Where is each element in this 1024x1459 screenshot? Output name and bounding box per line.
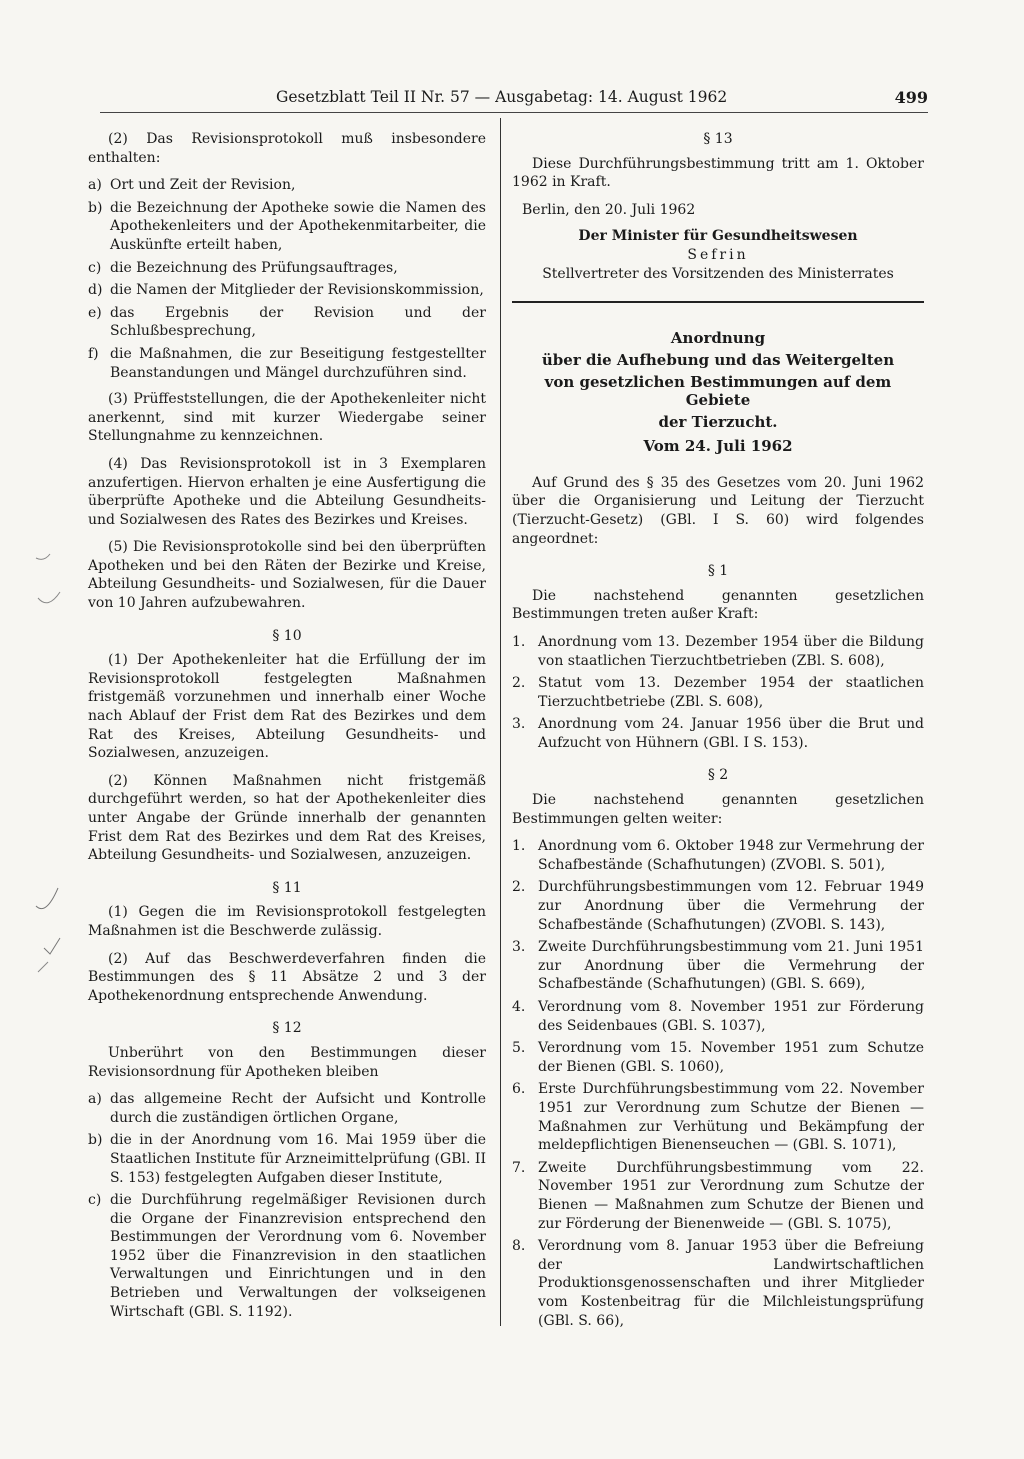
list-item xyxy=(88,176,486,195)
list-label: 2. xyxy=(512,879,526,896)
list-label: 1. xyxy=(512,838,526,855)
list-item xyxy=(512,1159,924,1233)
section-13-heading: § 13 xyxy=(703,131,733,147)
list-item xyxy=(512,1237,924,1330)
list-label: 3. xyxy=(512,939,526,956)
section-11-paragraph-1: (1) Gegen die im Revisionsprotokoll festgelegten Maßnahmen ist die Beschwerde zulässig. xyxy=(88,904,486,939)
list-item xyxy=(88,281,486,300)
list-text: die Maßnahmen, die zur Beseitigung festgestellter Beanstandungen und Mängel durchzuführen sind. xyxy=(110,345,486,381)
list-text: Anordnung vom 13. Dezember 1954 über die Bildung von staatlichen Tierzuchtbetrieben (ZBl. S. 608), xyxy=(538,633,924,669)
place-date: Berlin, den 20. Juli 1962 xyxy=(522,201,696,218)
list-label: 5. xyxy=(512,1040,526,1057)
list-item xyxy=(88,1191,486,1321)
list-text: das allgemeine Recht der Aufsicht und Kontrolle durch die zuständigen örtlichen Organe, xyxy=(110,1091,486,1126)
list-label: d) xyxy=(88,282,103,299)
section-12-intro: Unberührt von den Bestimmungen dieser Revisionsordnung für Apotheken bleiben xyxy=(88,1044,486,1080)
list-label: e) xyxy=(88,304,102,321)
signatory-name: Sefrin xyxy=(687,246,749,263)
list-label: 4. xyxy=(512,999,526,1015)
right-column xyxy=(512,130,924,1338)
signing-authority: Der Minister für Gesundheitswesen xyxy=(578,228,858,245)
section-12-list xyxy=(88,1090,486,1321)
list-item xyxy=(512,633,924,670)
section-1-list xyxy=(512,633,924,753)
list-text: Erste Durchführungsbestimmung vom 22. November 1951 zur Verordnung zum Schutze der Bienen — Maßnahmen zur Verhütung und Bekämpfung der meldepflichtigen Bienenseuchen — (GBl. S. 1071), xyxy=(538,1081,924,1154)
list-text: Ort und Zeit der Revision, xyxy=(110,177,296,194)
list-text: die Namen der Mitglieder der Revisionskommission, xyxy=(110,282,484,299)
paragraph-2-intro: (2) Das Revisionsprotokoll muß insbesondere enthalten: xyxy=(88,131,486,166)
list-item xyxy=(512,715,924,752)
section-10-heading: § 10 xyxy=(272,627,302,644)
section-1-intro: Die nachstehend genannten gesetzlichen Bestimmungen treten außer Kraft: xyxy=(512,587,924,623)
list-text: Anordnung vom 24. Januar 1956 über die Brut und Aufzucht von Hühnern (GBl. I S. 153). xyxy=(538,716,924,751)
list-label: a) xyxy=(88,177,102,194)
ordinance-date: Vom 24. Juli 1962 xyxy=(643,437,793,456)
list-item xyxy=(88,259,486,278)
list-item xyxy=(512,938,924,994)
list-item xyxy=(512,1039,924,1076)
paragraph-4: (4) Das Revisionsprotokoll ist in 3 Exemplaren anzufertigen. Hiervon erhalten je eine Ausfertigung die überprüfte Apotheke und die Abteilung Gesundheits- und Sozialwesen des Rates des Bezirkes und Kreises. xyxy=(88,455,486,528)
ordinance-title-line: über die Aufhebung und das Weitergelten xyxy=(541,351,895,370)
pencil-check-marks xyxy=(30,540,74,1000)
list-label: f) xyxy=(88,345,99,362)
paragraph-3: (3) Prüffeststellungen, die der Apothekenleiter nicht anerkennt, sind mit kurzer Wiedergabe seiner Stellungnahme zu kennzeichnen. xyxy=(88,391,486,445)
section-13-text: Diese Durchführungsbestimmung tritt am 1. Oktober 1962 in Kraft. xyxy=(512,155,924,191)
list-label: c) xyxy=(88,259,102,276)
ordinance-title-line: von gesetzlichen Bestimmungen auf dem Gebiete xyxy=(544,373,892,410)
ordinance-title xyxy=(512,329,924,431)
section-2-heading: § 2 xyxy=(707,767,729,784)
paragraph-2-list xyxy=(88,176,486,382)
signatory-role: Stellvertreter des Vorsitzenden des Ministerrates xyxy=(542,265,894,282)
list-text: Anordnung vom 6. Oktober 1948 zur Vermehrung der Schafbestände (Schafhutungen) (ZVOBl. S. 501), xyxy=(538,838,924,873)
list-text: die Durchführung regelmäßiger Revisionen durch die Organe der Finanzrevision entsprechend den Bestimmungen der Verordnung vom 6. November 1952 über die Finanzrevision in den staatlichen Verwaltungen und Einrichtungen und in den Betrieben und Verwaltungen der volkseigenen Wirtschaft (GBl. S. 1192). xyxy=(110,1192,486,1320)
list-item xyxy=(88,1090,486,1127)
list-text: Verordnung vom 15. November 1951 zum Schutze der Bienen (GBl. S. 1060), xyxy=(538,1040,924,1075)
list-label: c) xyxy=(88,1192,102,1209)
page-number: 499 xyxy=(894,88,928,107)
list-label: 7. xyxy=(512,1159,526,1176)
list-label: b) xyxy=(88,1132,103,1149)
list-item xyxy=(512,878,924,934)
running-title: Gesetzblatt Teil II Nr. 57 — Ausgabetag: 14. August 1962 xyxy=(276,88,728,106)
list-label: b) xyxy=(88,199,103,216)
section-12-heading: § 12 xyxy=(272,1020,302,1037)
list-text: das Ergebnis der Revision und der Schlußbesprechung, xyxy=(110,304,486,340)
list-item xyxy=(88,345,486,382)
list-item xyxy=(88,304,486,341)
list-item xyxy=(88,1131,486,1187)
list-label: 2. xyxy=(512,675,526,692)
list-text: Statut vom 13. Dezember 1954 der staatlichen Tierzuchtbetriebe (ZBl. S. 608), xyxy=(538,675,924,710)
list-item xyxy=(512,674,924,711)
list-text: Zweite Durchführungsbestimmung vom 22. November 1951 zur Verordnung zum Schutze der Bienen — Maßnahmen zum Schutze der Bienen und zur Förderung der Bienenweide — (GBl. S. 1075), xyxy=(538,1159,924,1232)
ordinance-title-line: Anordnung xyxy=(670,329,766,348)
list-text: die Bezeichnung der Apotheke sowie die Namen des Apothekenleiters und der Apothekenmitarbeiter, die Auskünfte erteilt haben, xyxy=(110,199,486,253)
ordinance-intro: Auf Grund des § 35 des Gesetzes vom 20. Juni 1962 über die Organisierung und Leitung der Tierzucht (Tierzucht-Gesetz) (GBl. I S. 60) wird folgendes angeordnet: xyxy=(512,474,924,547)
list-label: 3. xyxy=(512,716,526,733)
section-2-list xyxy=(512,837,924,1330)
left-column xyxy=(88,130,486,1329)
list-text: die Bezeichnung des Prüfungsauftrages, xyxy=(110,259,398,276)
section-1-heading: § 1 xyxy=(707,563,729,580)
list-item xyxy=(512,837,924,874)
paragraph-5: (5) Die Revisionsprotokolle sind bei den überprüften Apotheken und bei den Räten der Bezirke und Kreise, Abteilung Gesundheits- und Sozialwesen, für die Dauer von 10 Jahren aufzubewahren. xyxy=(88,539,486,612)
list-label: 6. xyxy=(512,1081,526,1098)
section-11-heading: § 11 xyxy=(272,879,302,896)
list-text: die in der Anordnung vom 16. Mai 1959 über die Staatlichen Institute für Arzneimittelprüfung (GBl. II S. 153) festgelegten Aufgaben dieser Institute, xyxy=(110,1132,486,1186)
section-2-intro: Die nachstehend genannten gesetzlichen Bestimmungen gelten weiter: xyxy=(512,792,924,827)
section-11-paragraph-2: (2) Auf das Beschwerdeverfahren finden die Bestimmungen des § 11 Absätze 2 und 3 der Apothekenordnung entsprechende Anwendung. xyxy=(88,950,486,1004)
section-10-paragraph-2: (2) Können Maßnahmen nicht fristgemäß durchgeführt werden, so hat der Apothekenleiter dies unter Angabe der Gründe innerhalb der genannten Frist dem Rat des Bezirkes und dem Rat des Kreises, Abteilung Gesundheits- und Sozialwesen, anzuzeigen. xyxy=(88,772,486,864)
list-label: 8. xyxy=(512,1238,526,1255)
list-item xyxy=(512,998,924,1035)
list-label: a) xyxy=(88,1091,102,1108)
header-rule xyxy=(100,112,928,113)
ordinance-title-line: der Tierzucht. xyxy=(658,413,778,432)
section-separator xyxy=(512,301,924,303)
list-text: Verordnung vom 8. November 1951 zur Förderung des Seidenbaues (GBl. S. 1037), xyxy=(538,999,924,1034)
page-header xyxy=(276,88,928,112)
list-text: Zweite Durchführungsbestimmung vom 21. Juni 1951 zur Anordnung über die Vermehrung der Schafbestände (Schafhutungen) (GBl. S. 669), xyxy=(538,939,924,993)
list-item xyxy=(512,1080,924,1154)
list-text: Durchführungsbestimmungen vom 12. Februar 1949 zur Anordnung über die Vermehrung der Schafbestände (Schafhutungen) (ZVOBl. S. 143), xyxy=(538,879,924,933)
list-text: Verordnung vom 8. Januar 1953 über die Befreiung der Landwirtschaftlichen Produktionsgenossenschaften und ihrer Mitglieder vom Kostenbeitrag für die Milchleistungsprüfung (GBl. S. 66), xyxy=(538,1238,924,1329)
section-10-paragraph-1: (1) Der Apothekenleiter hat die Erfüllung der im Revisionsprotokoll festgelegten Maßnahmen fristgemäß vorzunehmen und innerhalb einer Woche nach Ablauf der Frist dem Rat des Bezirkes und dem Rat des Kreises, Abteilung Gesundheits- und Sozialwesen, anzuzeigen. xyxy=(88,652,486,762)
column-divider xyxy=(500,118,501,1326)
list-item xyxy=(88,199,486,255)
list-label: 1. xyxy=(512,633,526,650)
